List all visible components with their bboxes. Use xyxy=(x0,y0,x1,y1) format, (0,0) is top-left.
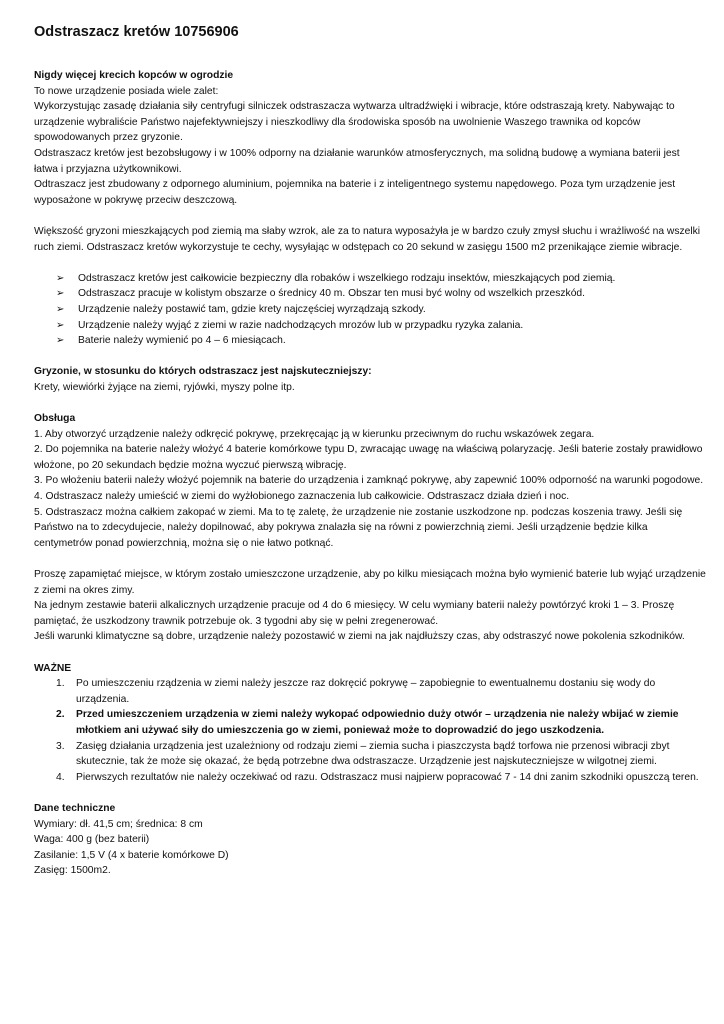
list-item: 4. Pierwszych rezultatów nie należy oczekiwać od razu. Odstraszacz musi najpierw popracować 7 - 14 dni zanim szkodniki opuszczą teren. xyxy=(56,770,706,786)
list-item: ➢ Odstraszacz pracuje w kolistym obszarze o średnicy 40 m. Obszar ten musi być wolny od wszelkich przeszkód. xyxy=(56,286,706,302)
spacer xyxy=(34,395,706,411)
usage-step: 5. Odstraszacz można całkiem zakopać w ziemi. Ma to tę zaletę, że urządzenie nie zostanie uszkodzone np. podczas koszenia trawy. Jeśli się Państwo na to zdecydujecie, należy dopilnować, aby pokrywa znalazła się na równi z powierzchnią ziemi. Jeśli urządzenie będzie kilka centymetrów ponad powierzchnią, można się o nie łatwo potknąć. xyxy=(34,506,683,549)
rodents-heading: Gryzonie, w stosunku do których odstraszacz jest najskuteczniejszy: xyxy=(34,366,372,378)
spacer xyxy=(34,349,706,365)
note-paragraph: Na jednym zestawie baterii alkalicznych urządzenie pracuje od 4 do 6 miesięcy. W celu wymiany baterii należy powtórzyć kroki 1 – 3. Proszę pamiętać, że uszkodzony trawnik potrzebuje ok. 3 tygodni aby się w pełni zregenerować. xyxy=(34,600,675,627)
spacer xyxy=(34,645,706,661)
usage-step: 2. Do pojemnika na baterie należy włożyć 4 baterie komórkowe typu D, zwracając uwagę na właściwą polaryzację. Jeśli baterie zostały prawidłowo włożone, po 20 sekundach będzie można wyczuć pierwszą wibrację. xyxy=(34,444,703,471)
spec-line: Zasilanie: 1,5 V (4 x baterie komórkowe D) xyxy=(34,849,229,861)
note-paragraph: Jeśli warunki klimatyczne są dobre, urządzenie należy pozostawić w ziemi na jak najdłuższy czas, aby odstraszyć nowe pokolenia szkodników. xyxy=(34,631,685,643)
spacer xyxy=(34,255,706,271)
item-number: 4. xyxy=(56,771,65,783)
list-item: 1. Po umieszczeniu rządzenia w ziemi należy jeszcze raz dokręcić pokrywę – zapobiegnie to ewentualnemu dostaniu się wody do urządzenia. xyxy=(56,678,656,705)
arrow-bullet-icon: ➢ xyxy=(56,272,65,284)
document-page xyxy=(34,22,706,879)
spec-line: Zasięg: 1500m2. xyxy=(34,865,111,877)
item-number: 1. xyxy=(56,678,65,690)
intro-paragraph: Odtraszacz jest zbudowany z odpornego aluminium, pojemnika na baterie i z inteligentnego systemu napędowego. Poza tym urządzenie jest wyposażone w pokrywę przeciw deszczową. xyxy=(34,179,676,206)
intro-paragraph: Wykorzystując zasadę działania siły centryfugi silniczek odstraszacza wytwarza ultradźwięki i wibracje, które odstraszają krety. Nabywając to urządzenie wybraliście Państwo najefektywniejszy i nieszkodliwy dla środowiska sposób na uwolnienie Waszego trawnika od kopców spowodowanych przez gryzonie. xyxy=(34,101,675,144)
feature-bullet-list xyxy=(34,271,706,349)
senses-paragraph: Większość gryzoni mieszkających pod ziemią ma słaby wzrok, ale za to natura wyposażyła je w bardzo czuły zmysł słuchu i wrażliwość na wszelki ruch ziemi. Odstraszacz kretów wykorzystuje te cechy, wysyłając w odstępach co 20 sekund w zasięgu 1500 m2 przenikające ziemie wibracje. xyxy=(34,225,701,253)
spacer xyxy=(34,208,706,224)
arrow-bullet-icon: ➢ xyxy=(56,335,65,347)
usage-heading: Obsługa xyxy=(34,413,76,425)
list-item: ➢ Urządzenie należy wyjąć z ziemi w razie nadchodzących mrozów lub w przypadku ryzyka zalania. xyxy=(56,318,706,334)
spacer xyxy=(34,785,706,801)
spec-line: Waga: 400 g (bez baterii) xyxy=(34,834,150,846)
arrow-bullet-icon: ➢ xyxy=(56,303,65,315)
specs-heading: Dane techniczne xyxy=(34,802,116,814)
intro-paragraph: Odstraszacz kretów jest bezobsługowy i w 100% odporny na działanie warunków atmosferycznych, ma solidną budowę a wymiana baterii jest łatwa i przyjazna użytkownikowi. xyxy=(34,147,680,175)
spec-line: Wymiary: dł. 41,5 cm; średnica: 8 cm xyxy=(34,818,203,830)
important-list xyxy=(34,676,706,785)
intro-paragraph: To nowe urządzenie posiada wiele zalet: xyxy=(34,85,219,97)
note-paragraph: Proszę zapamiętać miejsce, w którym zostało umieszczone urządzenie, aby po kilku miesiącach można było wymienić baterie lub wyjąć urządzenie z ziemi na okres zimy. xyxy=(34,569,706,596)
rodents-text: Krety, wiewiórki żyjące na ziemi, ryjówki, myszy polne itp. xyxy=(34,381,295,393)
usage-step: 4. Odstraszacz należy umieścić w ziemi do wyżłobionego zaznaczenia lub całkowicie. Odstraszacz działa dzień i noc. xyxy=(34,491,570,503)
arrow-bullet-icon: ➢ xyxy=(56,319,65,331)
usage-step: 3. Po włożeniu baterii należy włożyć pojemnik na baterie do urządzenia i zamknąć pokrywę, aby zapewnić 100% odporność na warunki pogodowe. xyxy=(34,475,704,487)
item-number: 3. xyxy=(56,740,65,752)
list-item: ➢ Odstraszacz kretów jest całkowicie bezpieczny dla robaków i wszelkiego rodzaju insektów, mieszkających pod ziemią. xyxy=(56,271,706,287)
intro-heading: Nigdy więcej krecich kopców w ogrodzie xyxy=(34,70,234,81)
list-item: 3. Zasięg działania urządzenia jest uzależniony od rodzaju ziemi – ziemia sucha i piaszczysta bądź torfowa nie przenosi wibracji zbyt skutecznie, tak że może się okazać, że będą potrzebne dwa odstraszacze. Urządzenie jest najskuteczniejsze w wilgotnej ziemi. xyxy=(56,740,670,768)
document-title: Odstraszacz kretów 10756906 xyxy=(34,24,239,40)
usage-step: 1. Aby otworzyć urządzenie należy odkręcić pokrywę, przekręcając ją w kierunku przeciwnym do ruchu wskazówek zegara. xyxy=(34,428,595,440)
list-item: ➢ Urządzenie należy postawić tam, gdzie krety najczęściej wyrządzają szkody. xyxy=(56,302,706,318)
list-item: 2. Przed umieszczeniem urządzenia w ziemi należy wykopać odpowiednio duży otwór – urządzenia nie należy wbijać w ziemie młotkiem ani używać siły do umieszczenia go w ziemi, ponieważ może to doprowadzić do jego uszkodzenia. xyxy=(56,709,679,736)
item-number: 2. xyxy=(56,709,65,721)
important-heading: WAŻNE xyxy=(34,662,72,674)
list-item: ➢ Baterie należy wymienić po 4 – 6 miesiącach. xyxy=(56,333,706,349)
spacer xyxy=(34,551,706,567)
arrow-bullet-icon: ➢ xyxy=(56,288,65,300)
